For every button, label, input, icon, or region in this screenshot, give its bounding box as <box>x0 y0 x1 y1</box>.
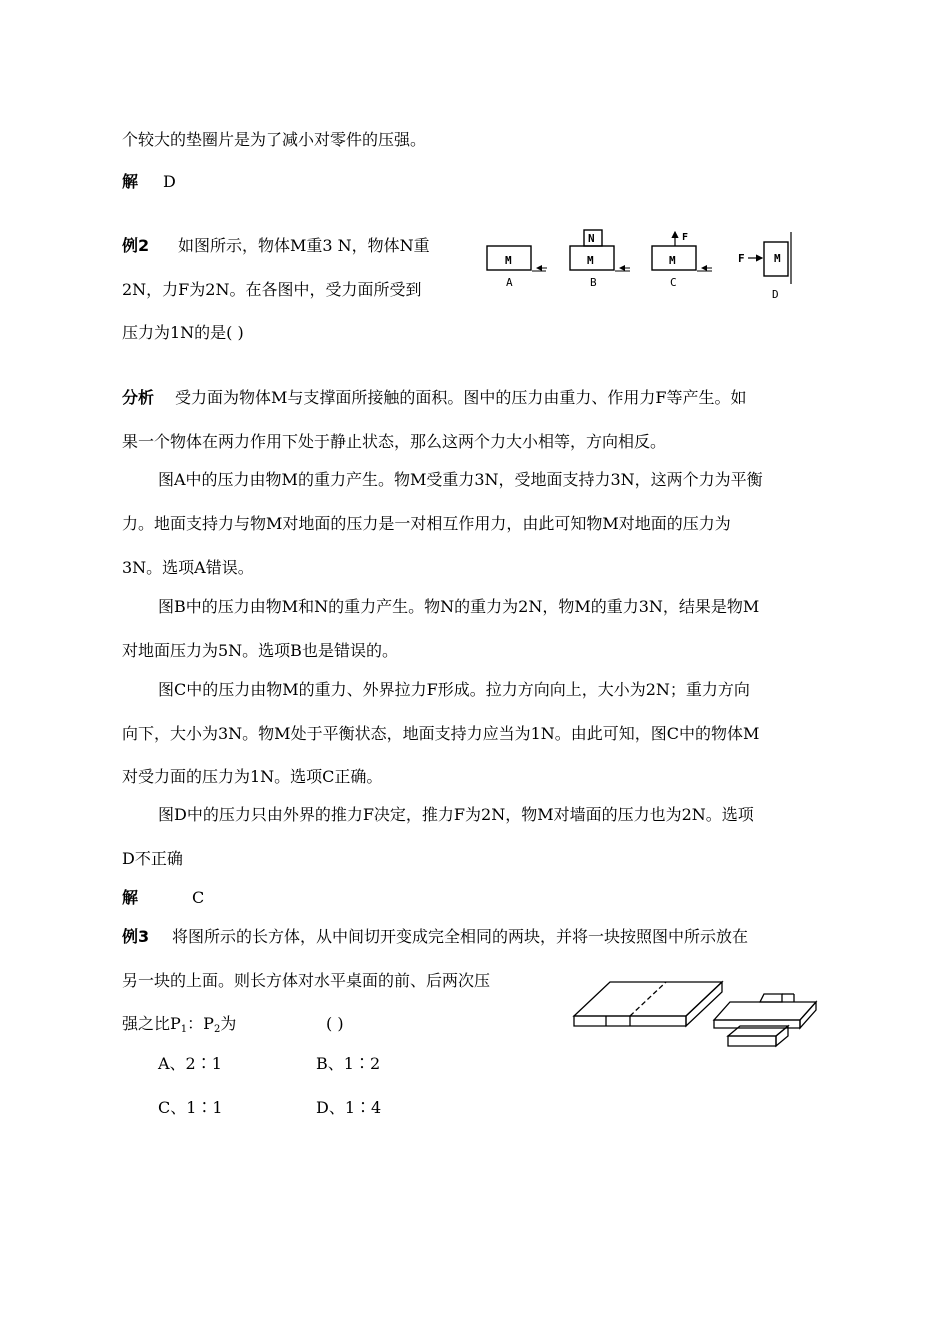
stacked-halves <box>714 994 816 1046</box>
analysis-pc-line3: 对受力面的压力为1N。选项C正确。 <box>122 767 383 786</box>
analysis-pa-line1: 图A中的压力由物M的重力产生。物M受重力3N，受地面支持力3N，这两个力为平衡 <box>158 470 763 489</box>
option-d: D、1∶4 <box>316 1098 382 1117</box>
answer-label-1: 解 <box>122 172 139 191</box>
diagram-d-caption: D <box>772 288 779 301</box>
example3-label: 例3 <box>122 927 150 946</box>
analysis-pa-line2: 力。地面支持力与物M对地面的压力是一对相互作用力，由此可知物M对地面的压力为 <box>122 514 731 533</box>
pressure-subscript-1: 1 <box>180 1024 188 1035</box>
analysis-label: 分析 <box>122 388 155 407</box>
diagram-b-caption: B <box>590 276 597 289</box>
intro-line: 个较大的垫圈片是为了减小对零件的压强。 <box>122 130 427 149</box>
pressure-ratio-prefix: 强之比P <box>122 1014 181 1033</box>
analysis-pb-line2: 对地面压力为5N。选项B也是错误的。 <box>122 641 398 660</box>
force-diagram-figure <box>480 224 810 304</box>
analysis-pd-line1: 图D中的压力只由外界的推力F决定，推力F为2N，物M对墙面的压力也为2N。选项 <box>158 805 754 824</box>
analysis-pd-line2: D不正确 <box>122 849 183 868</box>
diagram-a-caption: A <box>506 276 513 289</box>
answer-value-1: D <box>163 172 176 191</box>
diagram-d-block-label: M <box>774 252 781 265</box>
analysis-pc-line2: 向下，大小为3N。物M处于平衡状态，地面支持力应当为1N。由此可知，图C中的物体M <box>122 724 760 743</box>
pressure-ratio-colon: ：P <box>187 1014 214 1033</box>
analysis-p1-line2: 果一个物体在两力作用下处于静止状态，那么这两个力大小相等，方向相反。 <box>122 432 667 451</box>
diagram-a <box>487 246 547 289</box>
diagram-d-force-label: F <box>738 252 745 265</box>
diagram-b-block-m-label: M <box>587 254 594 267</box>
whole-cuboid <box>574 982 722 1026</box>
analysis-pc-line1: 图C中的压力由物M的重力、外界拉力F形成。拉力方向向上，大小为2N；重力方向 <box>158 680 750 699</box>
option-c: C、1∶1 <box>158 1098 223 1117</box>
diagram-c-block-label: M <box>669 254 676 267</box>
answer-label-2: 解 <box>122 888 139 907</box>
example2-line2: 2N，力F为2N。在各图中，受力面所受到 <box>122 280 422 299</box>
answer-value-2: C <box>192 888 205 907</box>
pressure-ratio-suffix: 为 <box>220 1014 237 1033</box>
example3-line1: 将图所示的长方体，从中间切开变成完全相同的两块，并将一块按照图中所示放在 <box>172 927 749 946</box>
diagram-c-force-label: F <box>682 232 689 243</box>
diagram-c-caption: C <box>670 276 677 289</box>
example3-line2: 另一块的上面。则长方体对水平桌面的前、后两次压 <box>122 971 491 990</box>
analysis-pa-line3: 3N。选项A错误。 <box>122 558 254 577</box>
example3-line3 <box>122 1014 236 1040</box>
diagram-c <box>652 232 712 289</box>
diagram-a-block-label: M <box>505 254 512 267</box>
analysis-p1-line1: 受力面为物体M与支撑面所接触的面积。图中的压力由重力、作用力F等产生。如 <box>175 388 747 407</box>
cuboid-figure <box>568 968 830 1050</box>
pressure-subscript-2: 2 <box>213 1024 221 1035</box>
example3-answer-paren: ( ) <box>326 1014 344 1033</box>
diagram-b <box>570 230 630 289</box>
option-b: B、1∶2 <box>316 1054 381 1073</box>
option-a: A、2∶1 <box>158 1054 222 1073</box>
diagram-d <box>738 232 791 301</box>
example2-line3: 压力为1N的是( ) <box>122 323 244 342</box>
example2-label: 例2 <box>122 236 150 255</box>
example2-line1: 如图所示，物体M重3 N，物体N重 <box>178 236 430 255</box>
diagram-b-block-n-label: N <box>588 232 595 245</box>
analysis-pb-line1: 图B中的压力由物M和N的重力产生。物N的重力为2N，物M的重力3N，结果是物M <box>158 597 760 616</box>
